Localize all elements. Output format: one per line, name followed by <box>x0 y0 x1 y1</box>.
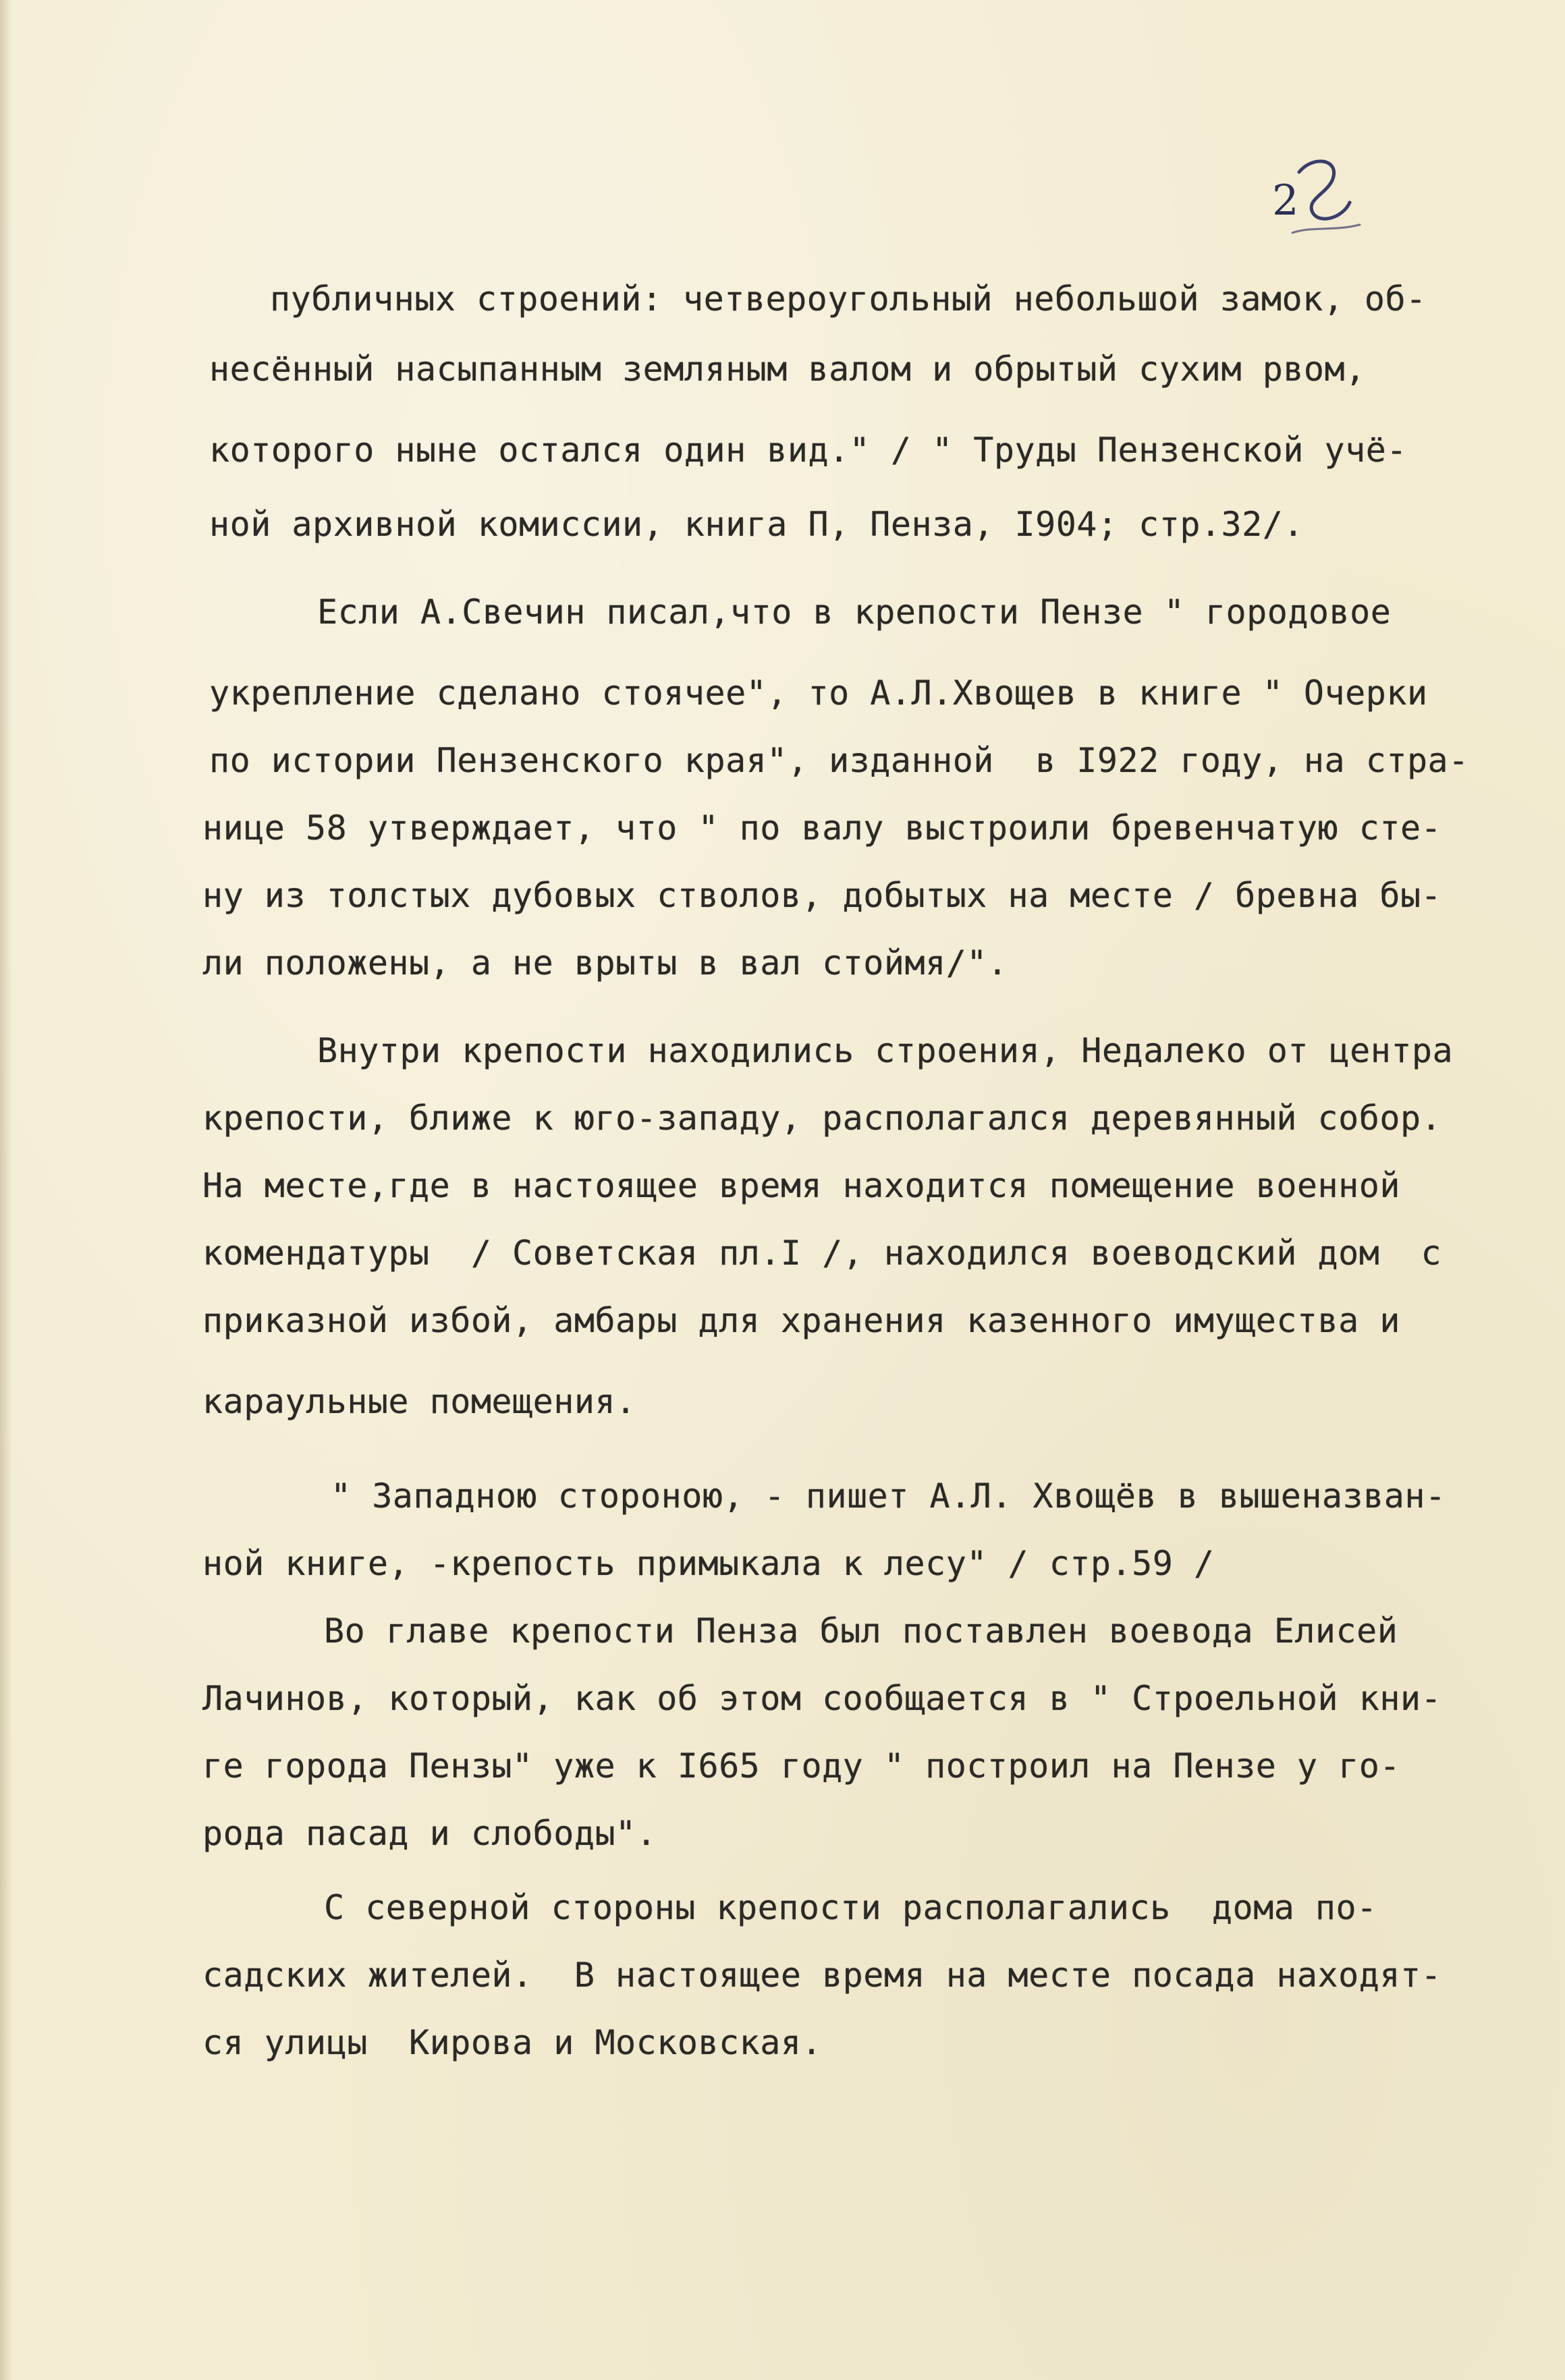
text-line: ну из толстых дубовых стволов, добытых на месте / бревна бы- <box>202 876 1442 915</box>
text-line: " Западною стороною, - пишет А.Л. Хвощёв в вышеназван- <box>331 1476 1446 1516</box>
text-line: Лачинов, который, как об этом сообщается в " Строельной кни- <box>202 1679 1442 1718</box>
text-line: ге города Пензы" уже к I665 году " построил на Пензе у го- <box>202 1746 1400 1786</box>
text-line: ной архивной комиссии, книга П, Пенза, I904; стр.32/. <box>209 505 1304 544</box>
text-line: Внутри крепости находились строения, Недалеко от центра <box>317 1031 1454 1070</box>
text-line: комендатуры / Советская пл.I /, находился воеводский дом с <box>202 1234 1442 1273</box>
text-line: ной книге, -крепость примыкала к лесу" / стр.59 / <box>202 1544 1215 1583</box>
text-line: которого ныне остался один вид." / " Труды Пензенской учё- <box>209 431 1407 470</box>
text-line: крепости, ближе к юго-западу, располагался деревянный собор. <box>202 1099 1442 1138</box>
text-line: несённый насыпанным земляным валом и обрытый сухим рвом, <box>209 350 1366 389</box>
text-line: С северной стороны крепости располагались дома по- <box>324 1888 1377 1927</box>
page-edge-shadow <box>0 0 12 2380</box>
text-line: ся улицы Кирова и Московская. <box>202 2023 823 2062</box>
text-line: караульные помещения. <box>202 1382 636 1421</box>
text-line: по истории Пензенского края", изданной в I922 году, на стра- <box>209 741 1469 780</box>
text-line: садских жителей. В настоящее время на месте посада находят- <box>202 1956 1442 1995</box>
page-number: 2 <box>1272 175 1299 225</box>
text-line: рода пасад и слободы". <box>202 1814 657 1853</box>
text-line: Если А.Свечин писал,что в крепости Пензе " городовое <box>317 592 1392 632</box>
text-line: укрепление сделано стоячее", то А.Л.Хвощев в книге " Очерки <box>209 673 1428 713</box>
text-line: На месте,где в настоящее время находится помещение военной <box>202 1166 1400 1205</box>
text-line: публичных строений: четвероугольный небольшой замок, об- <box>270 279 1427 319</box>
text-line: приказной избой, амбары для хранения казенного имущества и <box>202 1301 1400 1340</box>
text-line: нице 58 утверждает, что " по валу выстроили бревенчатую сте- <box>202 808 1442 848</box>
text-line: ли положены, а не врыты в вал стоймя/". <box>202 943 1008 983</box>
text-line: Во главе крепости Пенза был поставлен воевода Елисей <box>324 1611 1398 1651</box>
